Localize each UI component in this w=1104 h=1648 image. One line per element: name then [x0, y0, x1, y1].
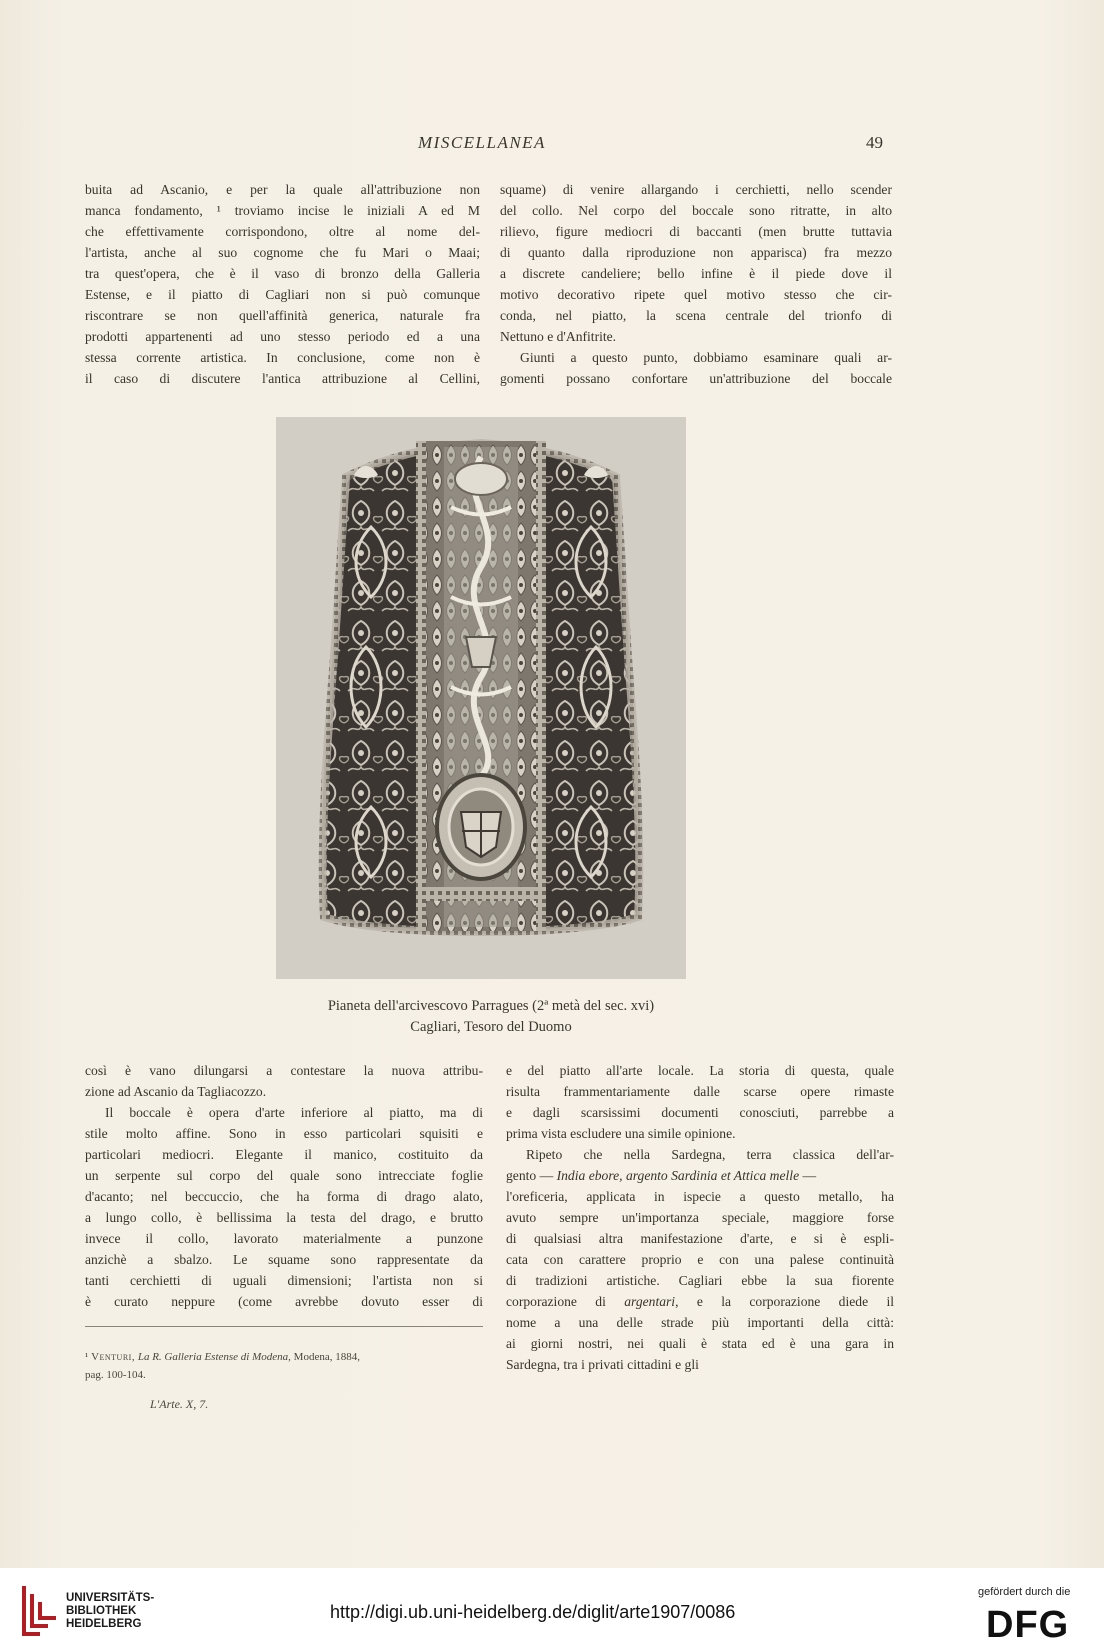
text-line: l'oreficeria, applicata in ispecie a questo metallo, ha — [506, 1189, 894, 1204]
text-line: rilievo, figure mediocri di baccanti (men brutte tuttavia — [500, 224, 892, 239]
footnote-rest: Modena, 1884, — [290, 1351, 360, 1363]
text-line: riscontrare se non quell'affinità generica, naturale fra — [85, 308, 480, 323]
text-line: che effettivamente corrispondono, oltre al nome del- — [85, 224, 480, 239]
latin-quote: India ebore, argento Sardinia et Attica melle — [556, 1168, 800, 1183]
digitization-footer — [0, 1568, 1104, 1648]
column-left-bottom — [85, 1060, 483, 1312]
running-title: MISCELLANEA — [418, 133, 546, 152]
text-line: avuto sempre un'importanza speciale, maggiore forse — [506, 1210, 894, 1225]
text-line: buita ad Ascanio, e per la quale all'attribuzione non — [85, 182, 480, 197]
chasuble-illustration — [276, 417, 686, 979]
footnote-mark: ¹ — [85, 1351, 89, 1363]
text-line — [506, 1165, 894, 1186]
text-line: anzichè a sbalzo. Le squame sono rappresentate da — [85, 1252, 483, 1267]
column-left-top — [85, 179, 480, 389]
text-line: di quanto dalla riproduzione non apparisca) fra mezzo — [500, 245, 892, 260]
text-fragment: gento — — [506, 1168, 554, 1183]
text-line: prima vista escludere una simile opinione. — [506, 1126, 736, 1141]
text-line: prodotti appartenenti ad uno stesso periodo ed a una — [85, 329, 480, 344]
page-number: 49 — [866, 133, 883, 152]
footnote-line-2: pag. 100-104. — [85, 1369, 146, 1381]
column-right-top — [500, 179, 892, 389]
text-line: di tradizioni artistiche. Cagliari ebbe la sua fiorente — [506, 1273, 894, 1288]
text-line: cata con carattere proprio e con una palese continuità — [506, 1252, 894, 1267]
caption-line-2: Cagliari, Tesoro del Duomo — [410, 1019, 572, 1035]
footnote-line-1 — [85, 1348, 485, 1366]
text-line: del collo. Nel corpo del boccale sono ritratte, in alto — [500, 203, 892, 218]
library-name-line: HEIDELBERG — [66, 1618, 142, 1630]
text-line: e del piatto all'arte locale. La storia di questa, quale — [506, 1063, 894, 1078]
text-line: d'acanto; nel beccuccio, che ha forma di drago alato, — [85, 1189, 483, 1204]
text-line: il caso di discutere l'antica attribuzione al Cellini, — [85, 371, 480, 386]
italic-term: argentari — [624, 1294, 676, 1309]
text-line: è curato neppure (come avrebbe dovuto esser di — [85, 1294, 483, 1309]
text-line: e dagli scarsissimi documenti conosciuti, parrebbe a — [506, 1105, 894, 1120]
text-line: tra quest'opera, che è il vaso di bronzo della Galleria — [85, 266, 480, 281]
text-line: ai giorni nostri, nei quali è stata ed è una gara in — [506, 1336, 894, 1351]
permalink-url[interactable]: http://digi.ub.uni-heidelberg.de/diglit/arte1907/0086 — [330, 1602, 736, 1622]
university-library-logo-icon — [18, 1582, 70, 1638]
text-line: stile molto affine. Sono in esso particolari squisiti e — [85, 1126, 483, 1141]
running-head — [0, 133, 1104, 157]
funded-by-label: gefördert durch die — [978, 1586, 1071, 1598]
text-line: Nettuno e d'Anfitrite. — [500, 329, 617, 344]
text-line: Il boccale è opera d'arte inferiore al piatto, ma di — [105, 1105, 483, 1120]
text-fragment: — — [802, 1168, 817, 1183]
footnote-title: La R. Galleria Estense di Modena, — [137, 1351, 291, 1363]
text-line: così è vano dilungarsi a contestare la nuova attribu- — [85, 1063, 483, 1078]
text-line: Sardegna, tra i privati cittadini e gli — [506, 1357, 699, 1372]
text-line: a lungo collo, è bellissima la testa del drago, e brutto — [85, 1210, 483, 1225]
library-name — [66, 1592, 154, 1631]
signature-mark: L'Arte. X, 7. — [150, 1397, 209, 1411]
footnote — [85, 1348, 485, 1384]
text-line: Giunti a questo punto, dobbiamo esaminare quali ar- — [520, 350, 892, 365]
text-line: Estense, e il piatto di Cagliari non si può comunque — [85, 287, 480, 302]
text-line: particolari mediocri. Elegante il manico, costituito da — [85, 1147, 483, 1162]
text-line: nome a una delle strade più importanti della città: — [506, 1315, 894, 1330]
figure-caption — [276, 996, 706, 1038]
text-line: un serpente sul corpo del quale sono intrecciate foglie — [85, 1168, 483, 1183]
library-name-line: UNIVERSITÄTS- — [66, 1592, 155, 1604]
text-line: Ripeto che nella Sardegna, terra classica dell'ar- — [526, 1147, 894, 1162]
text-line: squame) di venire allargando i cerchietti, nello scender — [500, 182, 892, 197]
text-line: stessa corrente artistica. In conclusione, come non è — [85, 350, 480, 365]
text-line: risulta frammentariamente dalle scarse opere rimaste — [506, 1084, 894, 1099]
text-line: di qualsiasi altra manifestazione d'arte, e si è espli- — [506, 1231, 894, 1246]
library-name-line: BIBLIOTHEK — [66, 1605, 137, 1617]
text-line: conda, nel piatto, la scena centrale del trionfo di — [500, 308, 892, 323]
text-line: gomenti possano confortare un'attribuzione del boccale — [500, 371, 892, 386]
text-line — [506, 1291, 894, 1312]
text-line: zione ad Ascanio da Tagliacozzo. — [85, 1084, 267, 1099]
text-fragment: corporazione di — [506, 1294, 606, 1309]
caption-line-1: Pianeta dell'arcivescovo Parragues (2ª metà del sec. xvi) — [327, 998, 655, 1014]
column-right-bottom — [506, 1060, 894, 1375]
text-line: tanti cerchietti di uguali dimensioni; l'artista non si — [85, 1273, 483, 1288]
text-line: a discrete candeliere; bello infine è il piede dove il — [500, 266, 892, 281]
text-line: manca fondamento, ¹ troviamo incise le iniziali A ed M — [85, 203, 480, 218]
text-line: l'artista, anche al suo cognome che fu Mari o Maai; — [85, 245, 480, 260]
dfg-logo: DFG — [986, 1604, 1070, 1646]
text-fragment: , e la corporazione diede il — [675, 1294, 895, 1309]
footnote-rule — [85, 1326, 483, 1327]
text-line: invece il collo, lavorato materialmente a punzone — [85, 1231, 483, 1246]
chasuble-photograph — [276, 417, 686, 979]
footnote-author: Venturi, — [91, 1351, 136, 1363]
text-line: motivo decorativo ripete quel motivo stesso che cir- — [500, 287, 892, 302]
